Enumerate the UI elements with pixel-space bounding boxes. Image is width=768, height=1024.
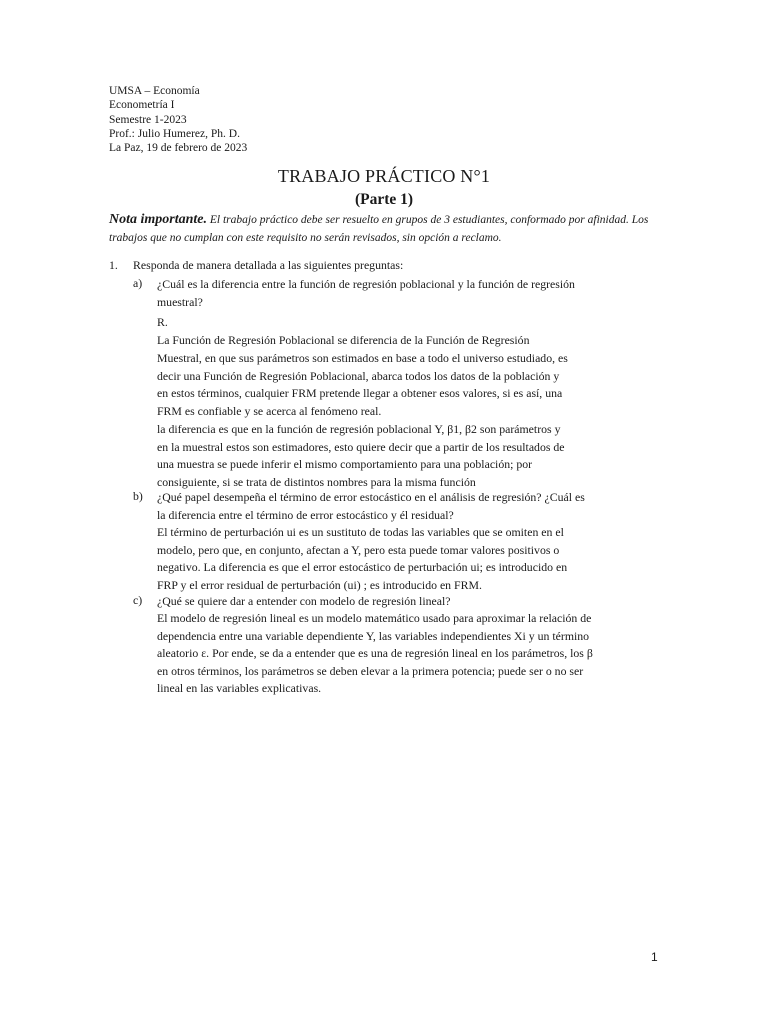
answer-line: aleatorio ε. Por ende, se da a entender que es una de regresión lineal en los parámetros, los β [157,646,593,660]
answer-line: Muestral, en que sus parámetros son estimados en base a todo el universo estudiado, es [157,350,568,365]
question-line: ¿Qué se quiere dar a entender con modelo de regresión lineal? [157,594,451,608]
header-line: Semestre 1-2023 [109,113,187,126]
answer-line: decir una Función de Regresión Poblacional, abarca todos los datos de la población y [157,368,560,383]
question-line: muestral? [157,294,203,309]
document-header [109,84,247,155]
header-line: La Paz, 19 de febrero de 2023 [109,142,248,155]
question-line: ¿Cuál es la diferencia entre la función de regresión poblacional y la función de regresión [157,277,575,291]
answer-line: la diferencia es que en la función de regresión poblacional Y, β1, β2 son parámetros y [157,422,561,436]
note-text: El trabajo práctico debe ser resuelto en grupos de 3 estudiantes, conformado por afinidad. Los trabajos que no cumplan con este requisito no serán revisados, sin opción a reclamo. [109,214,649,244]
question-letter: b) [133,489,143,503]
answer-line: dependencia entre una variable dependiente Y, las variables independientes Xi y un término [157,628,590,643]
question-line: la diferencia entre el término de error estocástico y él residual? [157,507,454,522]
answer-line: una muestra se puede inferir el mismo comportamiento para una población; por [157,457,533,471]
answer-b [157,524,567,594]
answer-a-paragraph-2 [157,421,565,491]
answer-line: FRP y el error residual de perturbación (ui) ; es introducido en FRM. [157,577,482,592]
document-title: TRABAJO PRÁCTICO N°1 [277,166,491,186]
answer-line: La Función de Regresión Poblacional se diferencia de la Función de Regresión [157,333,530,347]
header-line: Prof.: Julio Humerez, Ph. D. [109,127,240,140]
answer-line: lineal en las variables explicativas. [157,681,322,695]
question-a [157,276,575,311]
important-note [109,211,669,247]
question-letter: a) [133,276,143,290]
page-number: 1 [651,950,658,964]
item-number: 1. [109,258,118,272]
answer-a-paragraph-1 [157,332,568,421]
question-letter: c) [133,593,143,607]
question-c [157,593,450,611]
answer-line: modelo, pero que, en conjunto, afectan a Y, pero esta puede tomar valores positivos o [157,542,560,557]
answer-line: FRM es confiable y se acerca al fenómeno real. [157,404,382,419]
answer-c [157,610,593,698]
document-subtitle: (Parte 1) [354,191,414,208]
header-line: Econometría I [109,99,175,112]
answer-line: en otros términos, los parámetros se deben elevar a la primera potencia; puede ser o no ser [157,663,584,678]
question-line: ¿Qué papel desempeña el término de error estocástico en el análisis de regresión? ¿Cuál es [157,490,585,504]
question-b [157,489,585,524]
header-line: UMSA – Economía [109,85,200,97]
item-text: Responda de manera detallada a las siguientes preguntas: [133,258,404,272]
answer-label: R. [157,315,168,329]
answer-line: negativo. La diferencia es que el error estocástico de perturbación ui; es introducido en [157,560,568,574]
answer-line: El término de perturbación ui es un sustituto de todas las variables que se omiten en el [157,525,564,539]
note-label: Nota importante. [109,212,208,227]
answer-line: El modelo de regresión lineal es un modelo matemático usado para aproximar la relación de [157,611,592,625]
answer-line: consiguiente, si se trata de distintos nombres para la misma función [157,474,476,489]
answer-line: en la muestral estos son estimadores, esto quiere decir que a partir de los resultados de [157,439,565,454]
answer-line: en estos términos, cualquier FRM pretende llegar a obtener esos valores, si es así, una [157,386,563,401]
